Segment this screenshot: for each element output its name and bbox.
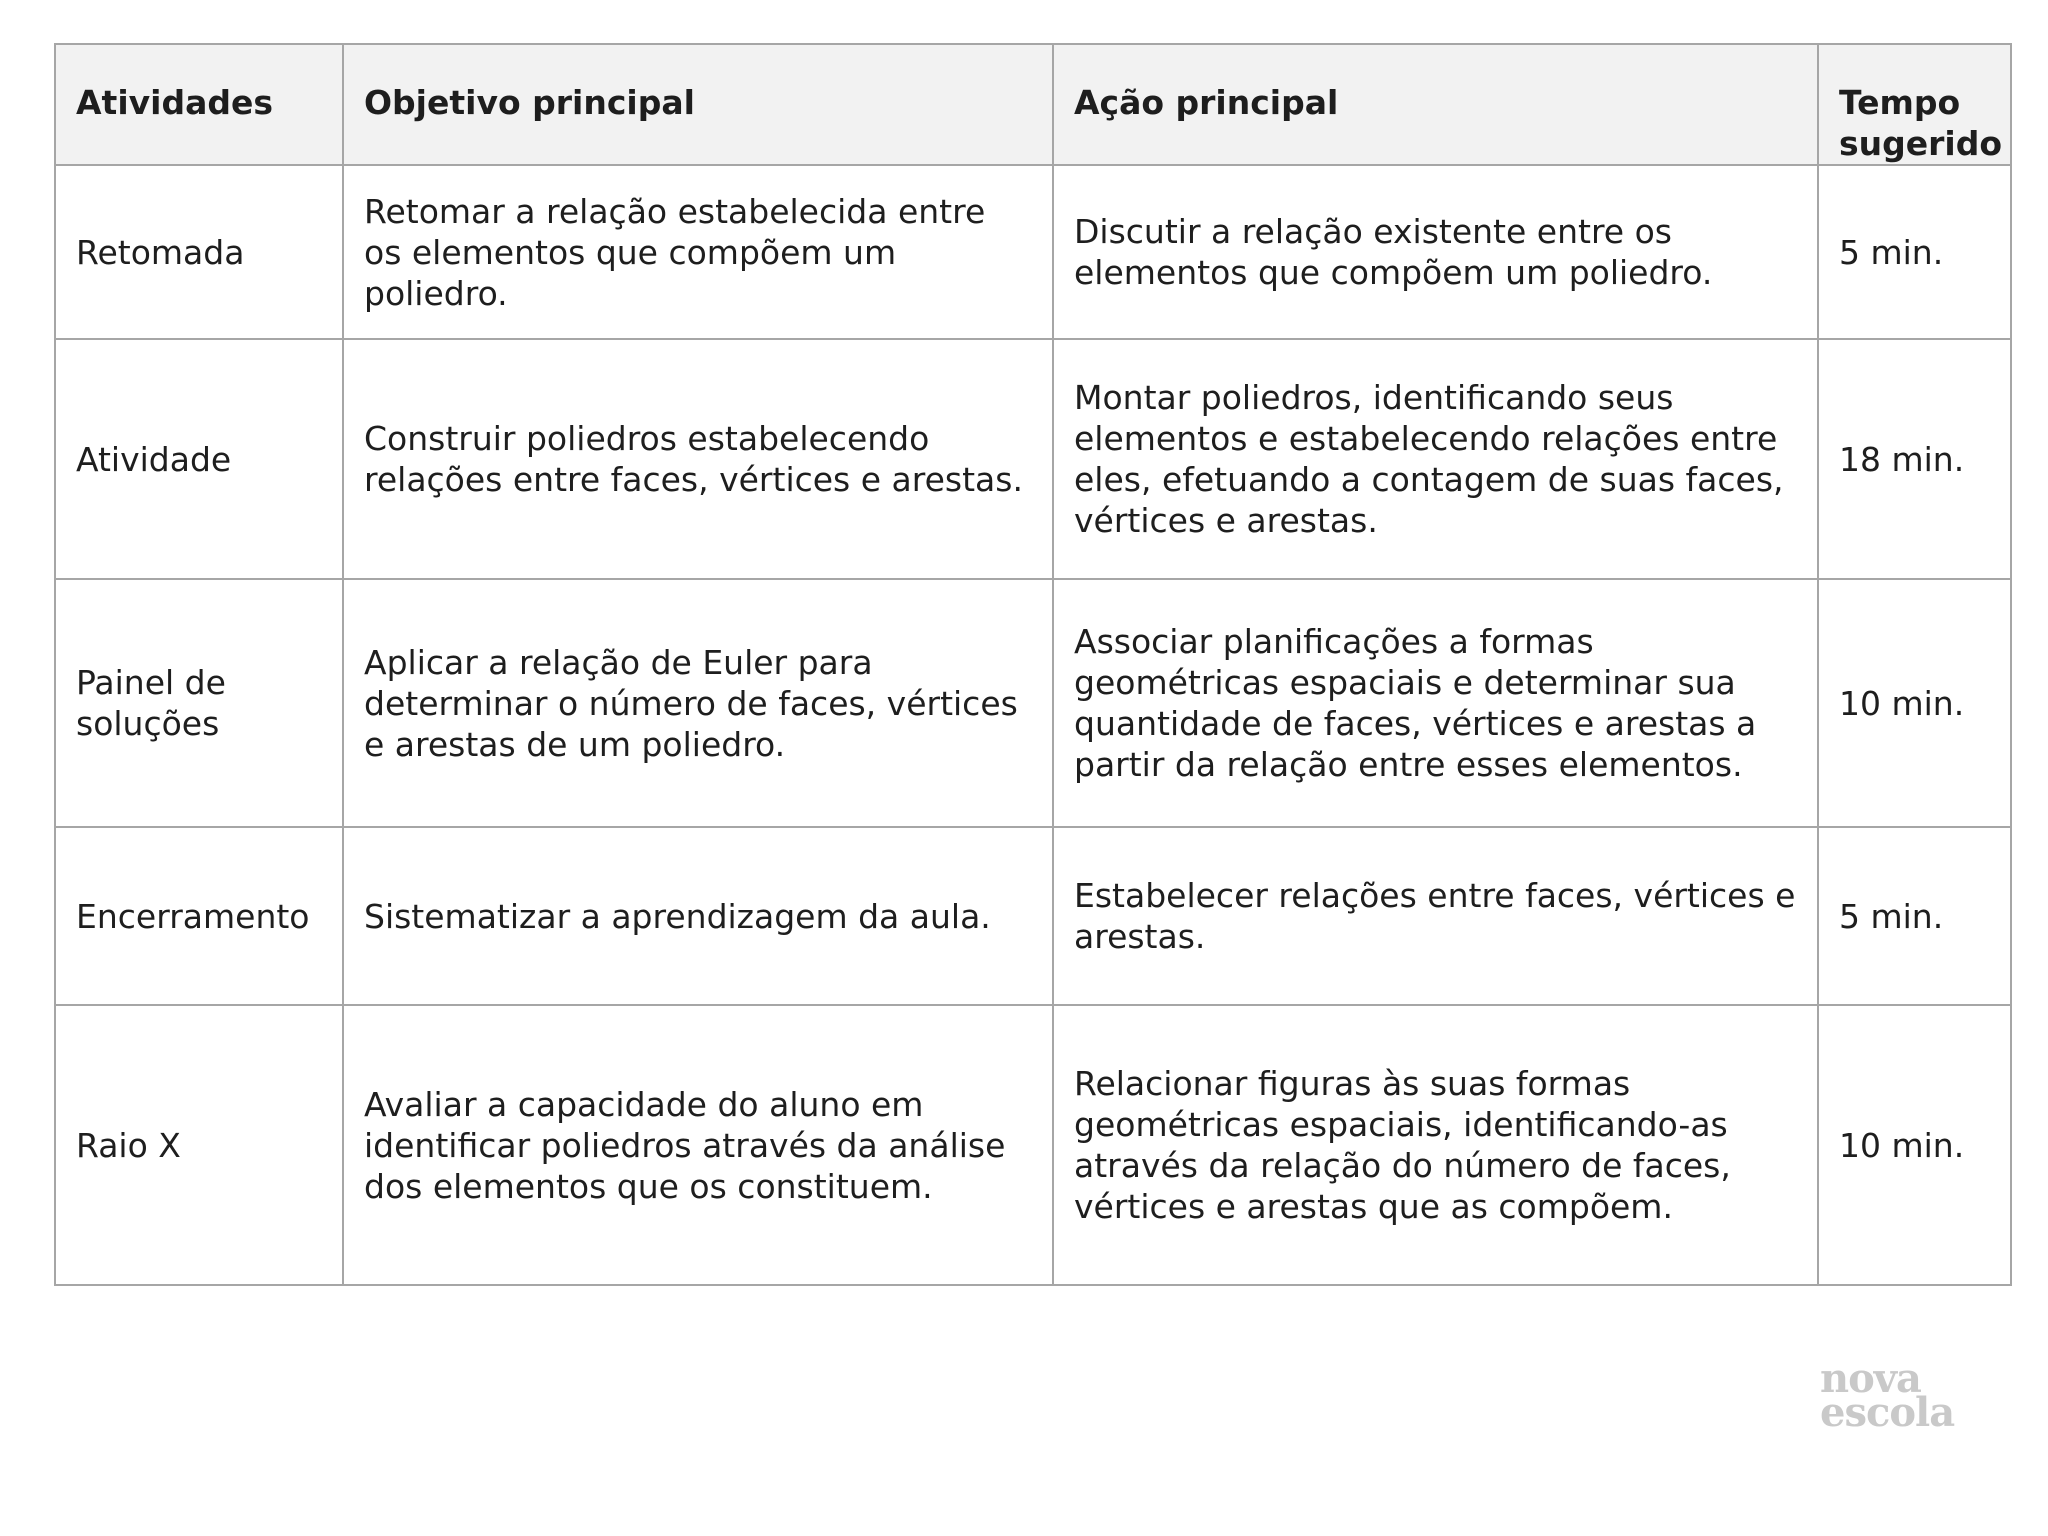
- logo-line-nova: nova: [1820, 1355, 1921, 1402]
- cell-objetivo: Sistematizar a aprendizagem da aula.: [343, 827, 1053, 1005]
- cell-tempo: 18 min.: [1818, 339, 2011, 579]
- cell-tempo: 5 min.: [1818, 827, 2011, 1005]
- table-header-row: [55, 44, 2011, 165]
- header-atividades: Atividades: [55, 44, 343, 165]
- table-row: [55, 579, 2011, 827]
- table-row: [55, 165, 2011, 339]
- cell-acao: Discutir a relação existente entre os elementos que compõem um poliedro.: [1053, 165, 1818, 339]
- table-row: [55, 339, 2011, 579]
- header-acao-principal: Ação principal: [1053, 44, 1818, 165]
- cell-objetivo: Avaliar a capacidade do aluno em identificar poliedros através da análise dos elementos que os constituem.: [343, 1005, 1053, 1285]
- cell-tempo: 10 min.: [1818, 579, 2011, 827]
- cell-objetivo: Retomar a relação estabelecida entre os elementos que compõem um poliedro.: [343, 165, 1053, 339]
- cell-tempo: 5 min.: [1818, 165, 2011, 339]
- cell-atividade: Encerramento: [55, 827, 343, 1005]
- table-row: [55, 1005, 2011, 1285]
- logo-line-escola: escola: [1820, 1389, 1955, 1436]
- header-tempo-sugerido: Tempo sugerido: [1818, 44, 2011, 165]
- cell-objetivo: Construir poliedros estabelecendo relações entre faces, vértices e arestas.: [343, 339, 1053, 579]
- cell-tempo: 10 min.: [1818, 1005, 2011, 1285]
- cell-objetivo: Aplicar a relação de Euler para determinar o número de faces, vértices e arestas de um poliedro.: [343, 579, 1053, 827]
- lesson-plan-table: [54, 43, 2012, 1286]
- header-objetivo-principal: Objetivo principal: [343, 44, 1053, 165]
- cell-atividade: Painel de soluções: [55, 579, 343, 827]
- table-row: [55, 827, 2011, 1005]
- cell-atividade: Raio X: [55, 1005, 343, 1285]
- cell-atividade: Atividade: [55, 339, 343, 579]
- cell-acao: Relacionar figuras às suas formas geométricas espaciais, identificando-as através da relação do número de faces, vértices e arestas que as compõem.: [1053, 1005, 1818, 1285]
- cell-acao: Estabelecer relações entre faces, vértices e arestas.: [1053, 827, 1818, 1005]
- cell-acao: Montar poliedros, identificando seus elementos e estabelecendo relações entre eles, efetuando a contagem de suas faces, vértices e arestas.: [1053, 339, 1818, 579]
- nova-escola-logo: [1820, 1355, 1955, 1436]
- cell-atividade: Retomada: [55, 165, 343, 339]
- cell-acao: Associar planificações a formas geométricas espaciais e determinar sua quantidade de faces, vértices e arestas a partir da relação entre esses elementos.: [1053, 579, 1818, 827]
